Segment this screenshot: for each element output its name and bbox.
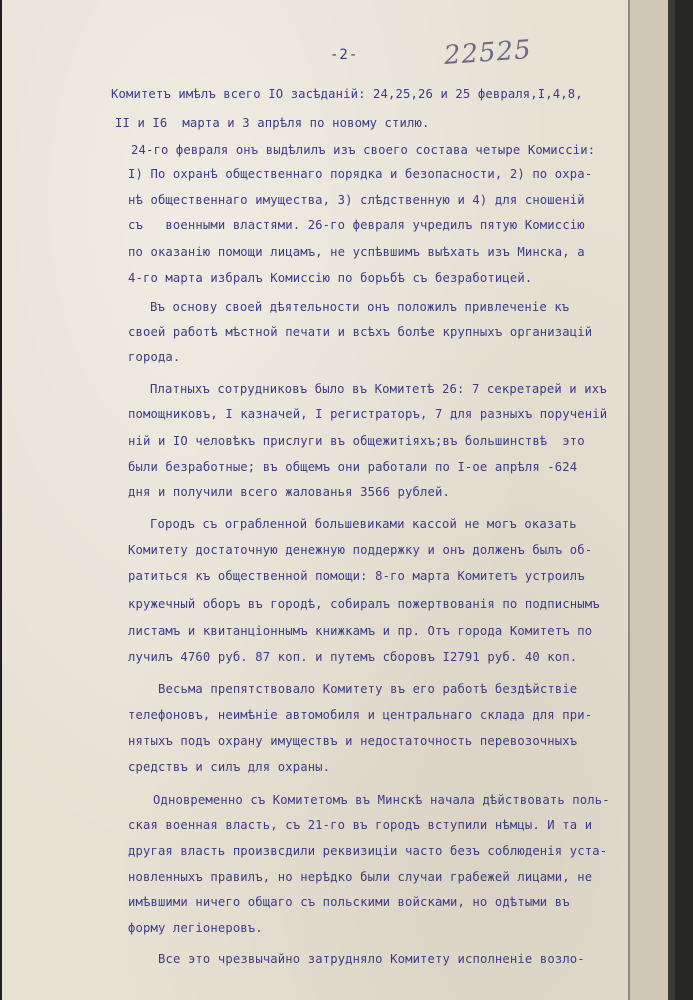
text-line: Одновременно съ Комитетомъ въ Минскѣ начала дѣйствовать поль- bbox=[153, 793, 610, 807]
text-line: Платныхъ сотрудниковъ было въ Комитетѣ 26: 7 секретарей и ихъ bbox=[150, 382, 607, 396]
text-line: ратиться къ общественной помощи: 8-го марта Комитетъ устроилъ bbox=[128, 569, 585, 583]
text-line: Комитетъ имѣлъ всего IO засѣданій: 24,25,26 и 25 февраля,I,4,8, bbox=[111, 87, 583, 101]
text-line: нятыхъ подъ охрану имуществъ и недостаточность перевозочныхъ bbox=[128, 734, 578, 748]
text-line: ская военная власть, съ 21-го въ городъ вступили нѣмцы. И та и bbox=[128, 818, 593, 832]
text-line: кружечный оборъ въ городѣ, собиралъ пожертвованія по подписнымъ bbox=[128, 597, 600, 611]
text-line: по оказанію помощи лицамъ, не успѣвшимъ выѣхать изъ Минска, а bbox=[128, 245, 585, 259]
text-line: своей работѣ мѣстной печати и всѣхъ болѣе крупныхъ организацій bbox=[128, 325, 593, 339]
text-line: были безработные; въ общемъ они работали по I-ое апрѣля -624 bbox=[128, 460, 578, 474]
text-line: телефоновъ, неимѣніе автомобиля и центральнаго склада для при- bbox=[128, 708, 593, 722]
text-line: съ военными властями. 26-го февраля учредилъ пятую Комиссію bbox=[128, 218, 585, 232]
text-line: новленныхъ правилъ, но нерѣдко были случаи грабежей лицами, не bbox=[128, 870, 593, 884]
page-number: -2- bbox=[330, 47, 359, 63]
text-line: 24-го февраля онъ выдѣлилъ изъ своего состава четыре Комиссіи: bbox=[131, 143, 596, 157]
text-line: форму легіонеровъ. bbox=[128, 921, 263, 935]
text-line: Комитету достаточную денежную поддержку и онъ долженъ былъ об- bbox=[128, 543, 593, 557]
text-line: лучилъ 4760 руб. 87 коп. и путемъ сборовъ I2791 руб. 40 коп. bbox=[128, 650, 578, 664]
text-line: I) По охранѣ общественнаго порядка и безопасности, 2) по охра- bbox=[128, 167, 593, 181]
text-line: Городъ съ ограбленной большевиками кассой не могъ оказать bbox=[150, 517, 577, 531]
binding-strip bbox=[628, 0, 670, 1000]
text-line: Въ основу своей дѣятельности онъ положилъ привлеченіе къ bbox=[150, 300, 570, 314]
text-line: 4-го марта избралъ Комиссію по борьбѣ съ безработицей. bbox=[128, 271, 533, 285]
text-line: II и I6 марта и 3 апрѣля по новому стилю. bbox=[115, 116, 430, 130]
text-line: помощниковъ, I казначей, I регистраторъ, 7 для разныхъ порученій bbox=[128, 407, 608, 421]
text-line: другая власть произвсдили реквизиціи часто безъ соблюденія уста- bbox=[128, 844, 608, 858]
text-line: листамъ и квитанціоннымъ книжкамъ и пр. Отъ города Комитетъ по bbox=[128, 624, 593, 638]
text-line: средствъ и силъ для охраны. bbox=[128, 760, 331, 774]
text-line: нѣ общественнаго имущества, 3) слѣдственную и 4) для сношеній bbox=[128, 193, 585, 207]
scan-tape bbox=[675, 0, 693, 1000]
text-line: города. bbox=[128, 350, 181, 364]
text-line: Весьма препятствовало Комитету въ его работѣ бездѣйствіе bbox=[158, 682, 578, 696]
text-line: Все это чрезвычайно затрудняло Комитету исполненіе возло- bbox=[158, 952, 585, 966]
text-line: ній и IO человѣкъ прислуги въ общежитіяхъ;въ большинствѣ это bbox=[128, 434, 585, 448]
archive-folio-number: 22525 bbox=[443, 34, 533, 72]
text-line: имѣвшими ничего общаго съ польскими войсками, но одѣтыми въ bbox=[128, 895, 570, 909]
text-line: дня и получили всего жалованья 3566 рублей. bbox=[128, 485, 450, 499]
